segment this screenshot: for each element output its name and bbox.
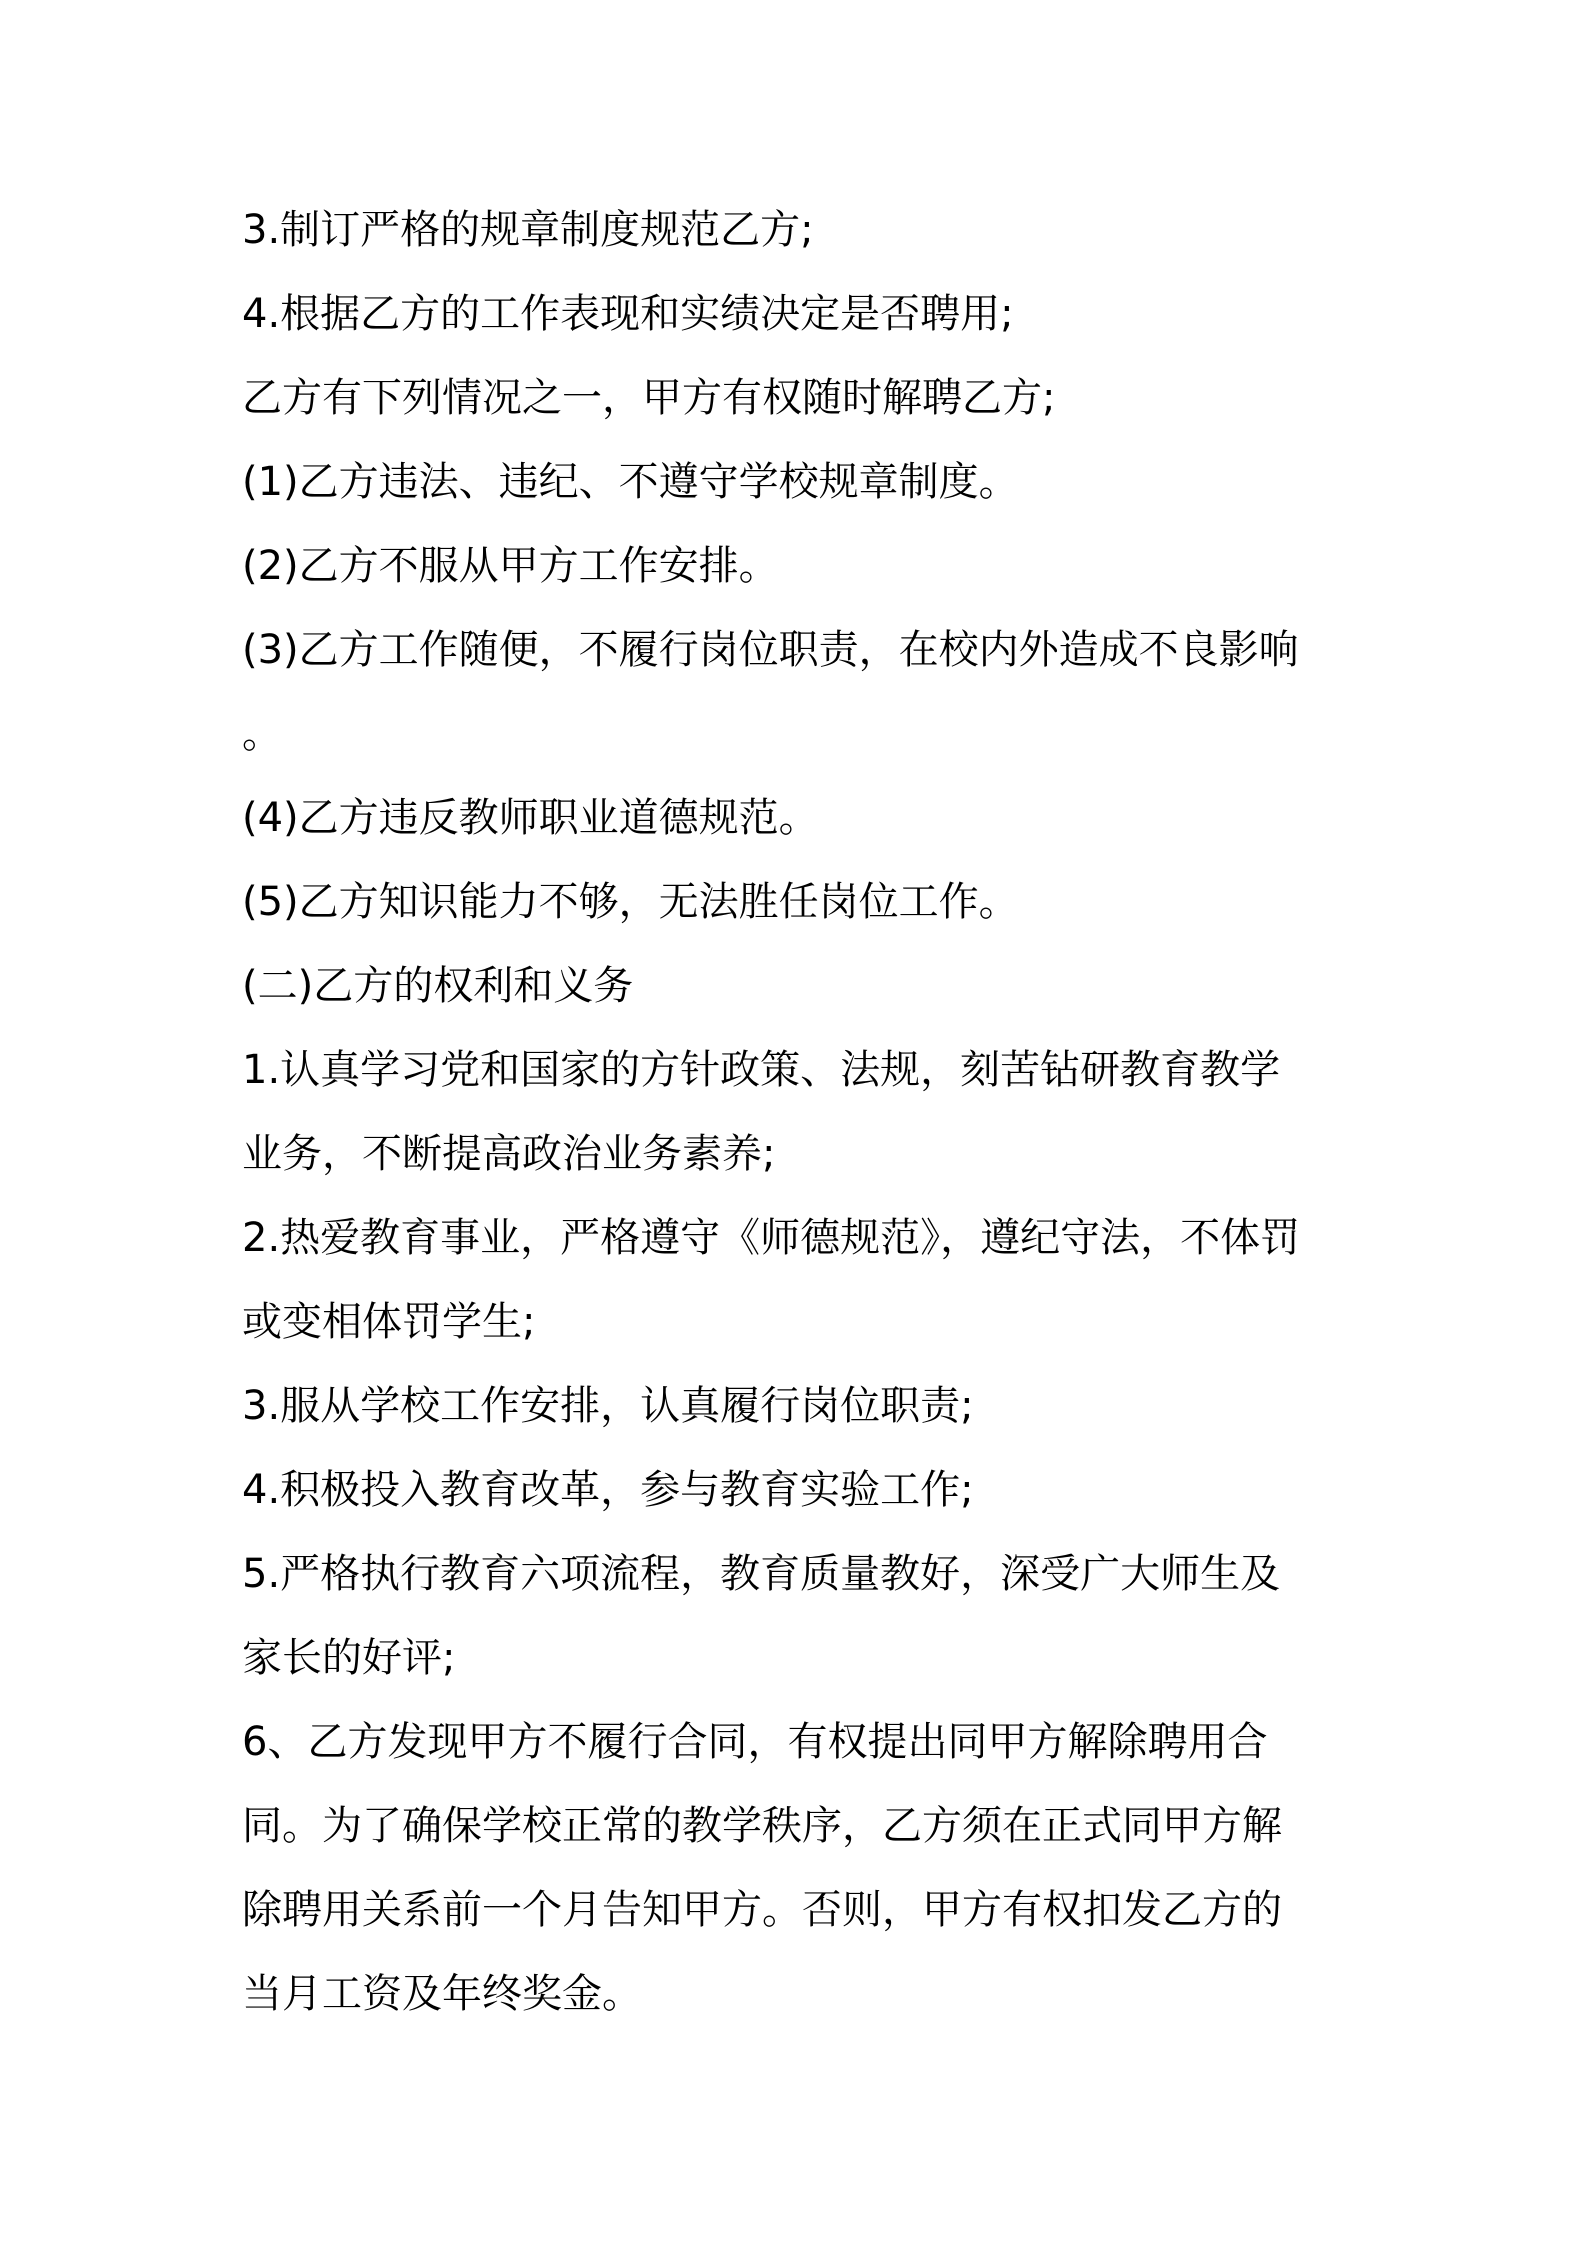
text-line-2: 4.根据乙方的工作表现和实绩决定是否聘用; — [242, 291, 1014, 337]
text-line-1: 3.制订严格的规章制度规范乙方; — [242, 207, 814, 253]
text-line-9: (5)乙方知识能力不够，无法胜任岗位工作。 — [242, 879, 1019, 925]
text-line-12: 业务，不断提高政治业务素养; — [242, 1131, 776, 1177]
text-line-8: (4)乙方违反教师职业道德规范。 — [242, 795, 819, 841]
text-line-4: (1)乙方违法、违纪、不遵守学校规章制度。 — [242, 459, 1019, 505]
text-line-14: 或变相体罚学生; — [242, 1299, 536, 1345]
text-line-7: 。 — [242, 711, 282, 757]
text-line-13: 2.热爱教育事业，严格遵守《师德规范》，遵纪守法，不体罚 — [242, 1215, 1301, 1261]
text-line-6: (3)乙方工作随便，不履行岗位职责，在校内外造成不良影响 — [242, 627, 1299, 673]
text-line-16: 4.积极投入教育改革，参与教育实验工作; — [242, 1467, 974, 1513]
text-line-5: (2)乙方不服从甲方工作安排。 — [242, 543, 779, 589]
text-line-11: 1.认真学习党和国家的方针政策、法规，刻苦钻研教育教学 — [242, 1047, 1281, 1093]
document-body — [242, 188, 1357, 2036]
text-line-22: 当月工资及年终奖金。 — [242, 1971, 642, 2017]
text-line-3: 乙方有下列情况之一，甲方有权随时解聘乙方; — [242, 375, 1056, 421]
text-line-17: 5.严格执行教育六项流程，教育质量教好，深受广大师生及 — [242, 1551, 1281, 1597]
text-line-19: 6、乙方发现甲方不履行合同，有权提出同甲方解除聘用合 — [242, 1719, 1268, 1765]
text-line-18: 家长的好评; — [242, 1635, 456, 1681]
text-line-21: 除聘用关系前一个月告知甲方。否则，甲方有权扣发乙方的 — [242, 1887, 1282, 1933]
text-line-20: 同。为了确保学校正常的教学秩序，乙方须在正式同甲方解 — [242, 1803, 1282, 1849]
section-heading: (二)乙方的权利和义务 — [242, 963, 634, 1009]
text-line-15: 3.服从学校工作安排，认真履行岗位职责; — [242, 1383, 974, 1429]
